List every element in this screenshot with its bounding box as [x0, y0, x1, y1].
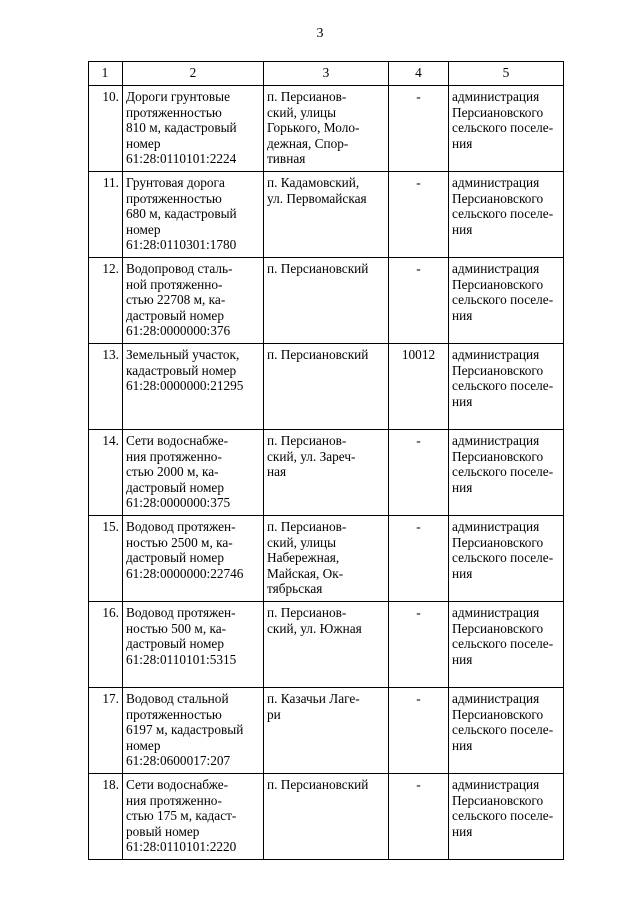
value-cell: -: [389, 774, 449, 860]
location-cell: [264, 516, 389, 602]
header-col-5: 5: [449, 62, 564, 86]
table-header-row: [89, 62, 564, 86]
object-description-cell: [123, 516, 264, 602]
description-line: ния протяженно-: [126, 792, 222, 808]
location-line: ский, улицы: [267, 534, 337, 550]
owner-cell: [449, 86, 564, 172]
value-cell: -: [389, 86, 449, 172]
description-line: 680 м, кадастровый: [126, 206, 237, 222]
owner-line: Персиановского: [452, 104, 544, 120]
page-number: 3: [316, 26, 324, 41]
owner-line: сельского поселе-: [452, 636, 554, 652]
description-line: номер: [126, 135, 161, 151]
location-cell: [264, 688, 389, 774]
owner-line: Персиановского: [452, 190, 544, 206]
table-row: [89, 688, 564, 774]
description-line: кадастровый номер: [126, 362, 237, 378]
location-line: тивная: [267, 151, 306, 167]
owner-line: Персиановского: [452, 276, 544, 292]
header-col-2: 2: [123, 62, 264, 86]
description-line: 61:28:0000000:376: [126, 323, 231, 339]
value-cell: -: [389, 688, 449, 774]
description-line: протяженностью: [126, 190, 222, 206]
owner-cell: [449, 430, 564, 516]
owner-line: администрация: [452, 347, 540, 362]
description-line: номер: [126, 221, 161, 237]
header-col-1: 1: [89, 62, 123, 86]
location-line: ул. Первомайская: [267, 190, 367, 206]
description-line: Грунтовая дорога: [126, 175, 225, 190]
location-line: тябрьская: [267, 581, 323, 597]
location-line: п. Персиановский: [267, 777, 369, 792]
value-cell: 10012: [389, 344, 449, 430]
location-line: п. Персианов-: [267, 519, 347, 534]
description-line: ной протяженно-: [126, 276, 223, 292]
description-line: Сети водоснабже-: [126, 777, 229, 792]
location-line: ский, ул. Зареч-: [267, 448, 356, 464]
location-line: Майская, Ок-: [267, 565, 344, 581]
description-line: Водовод протяжен-: [126, 519, 236, 534]
location-cell: [264, 602, 389, 688]
object-description-cell: [123, 258, 264, 344]
description-line: дастровый номер: [126, 479, 224, 495]
location-cell: [264, 774, 389, 860]
owner-line: администрация: [452, 175, 540, 190]
table-row: [89, 516, 564, 602]
table-row: [89, 86, 564, 172]
location-line: Набережная,: [267, 550, 340, 566]
owner-line: ния: [452, 393, 473, 409]
description-line: 61:28:0600017:207: [126, 753, 231, 769]
description-line: 61:28:0110101:2220: [126, 839, 237, 855]
object-description-cell: [123, 344, 264, 430]
owner-line: сельского поселе-: [452, 808, 554, 824]
description-line: 6197 м, кадастровый: [126, 722, 244, 738]
object-description-cell: [123, 86, 264, 172]
owner-line: ния: [452, 307, 473, 323]
owner-line: ния: [452, 565, 473, 581]
location-cell: [264, 430, 389, 516]
owner-cell: [449, 344, 564, 430]
row-number-cell: 15.: [89, 516, 123, 602]
owner-line: Персиановского: [452, 534, 544, 550]
description-line: ровый номер: [126, 823, 200, 839]
owner-line: Персиановского: [452, 706, 544, 722]
location-line: дежная, Спор-: [267, 135, 349, 151]
description-line: дастровый номер: [126, 307, 224, 323]
row-number-cell: 13.: [89, 344, 123, 430]
owner-line: Персиановского: [452, 448, 544, 464]
description-line: Дороги грунтовые: [126, 89, 230, 104]
owner-line: сельского поселе-: [452, 206, 554, 222]
description-line: Сети водоснабже-: [126, 433, 229, 448]
description-line: 61:28:0000000:22746: [126, 565, 244, 581]
description-line: стью 2000 м, ка-: [126, 464, 219, 480]
location-line: п. Персиановский: [267, 261, 369, 276]
description-line: дастровый номер: [126, 550, 224, 566]
owner-line: администрация: [452, 777, 540, 792]
location-line: Горького, Моло-: [267, 120, 360, 136]
value-cell: -: [389, 516, 449, 602]
location-cell: [264, 86, 389, 172]
location-cell: [264, 258, 389, 344]
owner-line: сельского поселе-: [452, 292, 554, 308]
description-line: дастровый номер: [126, 636, 224, 652]
owner-line: администрация: [452, 89, 540, 104]
owner-line: ния: [452, 651, 473, 667]
description-line: 61:28:0110101:5315: [126, 651, 237, 667]
description-line: 61:28:0000000:21295: [126, 378, 244, 394]
owner-line: администрация: [452, 433, 540, 448]
owner-line: ния: [452, 479, 473, 495]
row-number-cell: 10.: [89, 86, 123, 172]
table-row: [89, 344, 564, 430]
object-description-cell: [123, 774, 264, 860]
description-line: номер: [126, 737, 161, 753]
owner-cell: [449, 172, 564, 258]
description-line: 61:28:0110301:1780: [126, 237, 237, 253]
description-line: Земельный участок,: [126, 347, 240, 362]
description-line: Водовод протяжен-: [126, 605, 236, 620]
description-line: протяженностью: [126, 706, 222, 722]
table-row: [89, 172, 564, 258]
description-line: 810 м, кадастровый: [126, 120, 237, 136]
location-line: п. Персианов-: [267, 89, 347, 104]
location-cell: [264, 172, 389, 258]
table-row: [89, 774, 564, 860]
object-description-cell: [123, 688, 264, 774]
owner-line: сельского поселе-: [452, 464, 554, 480]
value-cell: -: [389, 258, 449, 344]
value-cell: -: [389, 430, 449, 516]
description-line: ностью 2500 м, ка-: [126, 534, 233, 550]
description-line: стью 22708 м, ка-: [126, 292, 226, 308]
property-table: [88, 61, 564, 860]
description-line: 61:28:0110101:2224: [126, 151, 237, 167]
owner-cell: [449, 516, 564, 602]
owner-line: ния: [452, 823, 473, 839]
location-line: п. Персианов-: [267, 433, 347, 448]
table-row: [89, 602, 564, 688]
row-number-cell: 11.: [89, 172, 123, 258]
row-number-cell: 14.: [89, 430, 123, 516]
location-cell: [264, 344, 389, 430]
object-description-cell: [123, 602, 264, 688]
location-line: ский, ул. Южная: [267, 620, 362, 636]
owner-line: сельского поселе-: [452, 378, 554, 394]
description-line: ния протяженно-: [126, 448, 222, 464]
object-description-cell: [123, 430, 264, 516]
location-line: п. Персианов-: [267, 605, 347, 620]
owner-line: ния: [452, 737, 473, 753]
owner-line: администрация: [452, 691, 540, 706]
value-cell: -: [389, 172, 449, 258]
location-line: п. Казачьи Лаге-: [267, 691, 360, 706]
owner-line: Персиановского: [452, 792, 544, 808]
row-number-cell: 17.: [89, 688, 123, 774]
location-line: ная: [267, 464, 287, 480]
location-line: п. Персиановский: [267, 347, 369, 362]
owner-line: администрация: [452, 261, 540, 276]
value-cell: -: [389, 602, 449, 688]
table-body: [89, 86, 564, 860]
row-number-cell: 16.: [89, 602, 123, 688]
header-col-4: 4: [389, 62, 449, 86]
description-line: Водовод стальной: [126, 691, 229, 706]
owner-line: сельского поселе-: [452, 550, 554, 566]
description-line: стью 175 м, кадаст-: [126, 808, 237, 824]
owner-line: Персиановского: [452, 362, 544, 378]
owner-line: администрация: [452, 519, 540, 534]
row-number-cell: 12.: [89, 258, 123, 344]
owner-cell: [449, 258, 564, 344]
owner-cell: [449, 774, 564, 860]
table-row: [89, 430, 564, 516]
owner-cell: [449, 688, 564, 774]
description-line: 61:28:0000000:375: [126, 495, 231, 511]
owner-line: сельского поселе-: [452, 722, 554, 738]
table-row: [89, 258, 564, 344]
row-number-cell: 18.: [89, 774, 123, 860]
owner-line: администрация: [452, 605, 540, 620]
object-description-cell: [123, 172, 264, 258]
description-line: протяженностью: [126, 104, 222, 120]
location-line: п. Кадамовский,: [267, 175, 360, 190]
location-line: ский, улицы: [267, 104, 337, 120]
owner-cell: [449, 602, 564, 688]
header-col-3: 3: [264, 62, 389, 86]
description-line: Водопровод сталь-: [126, 261, 233, 276]
owner-line: Персиановского: [452, 620, 544, 636]
owner-line: ния: [452, 135, 473, 151]
description-line: ностью 500 м, ка-: [126, 620, 227, 636]
location-line: ри: [267, 706, 281, 722]
owner-line: сельского поселе-: [452, 120, 554, 136]
owner-line: ния: [452, 221, 473, 237]
